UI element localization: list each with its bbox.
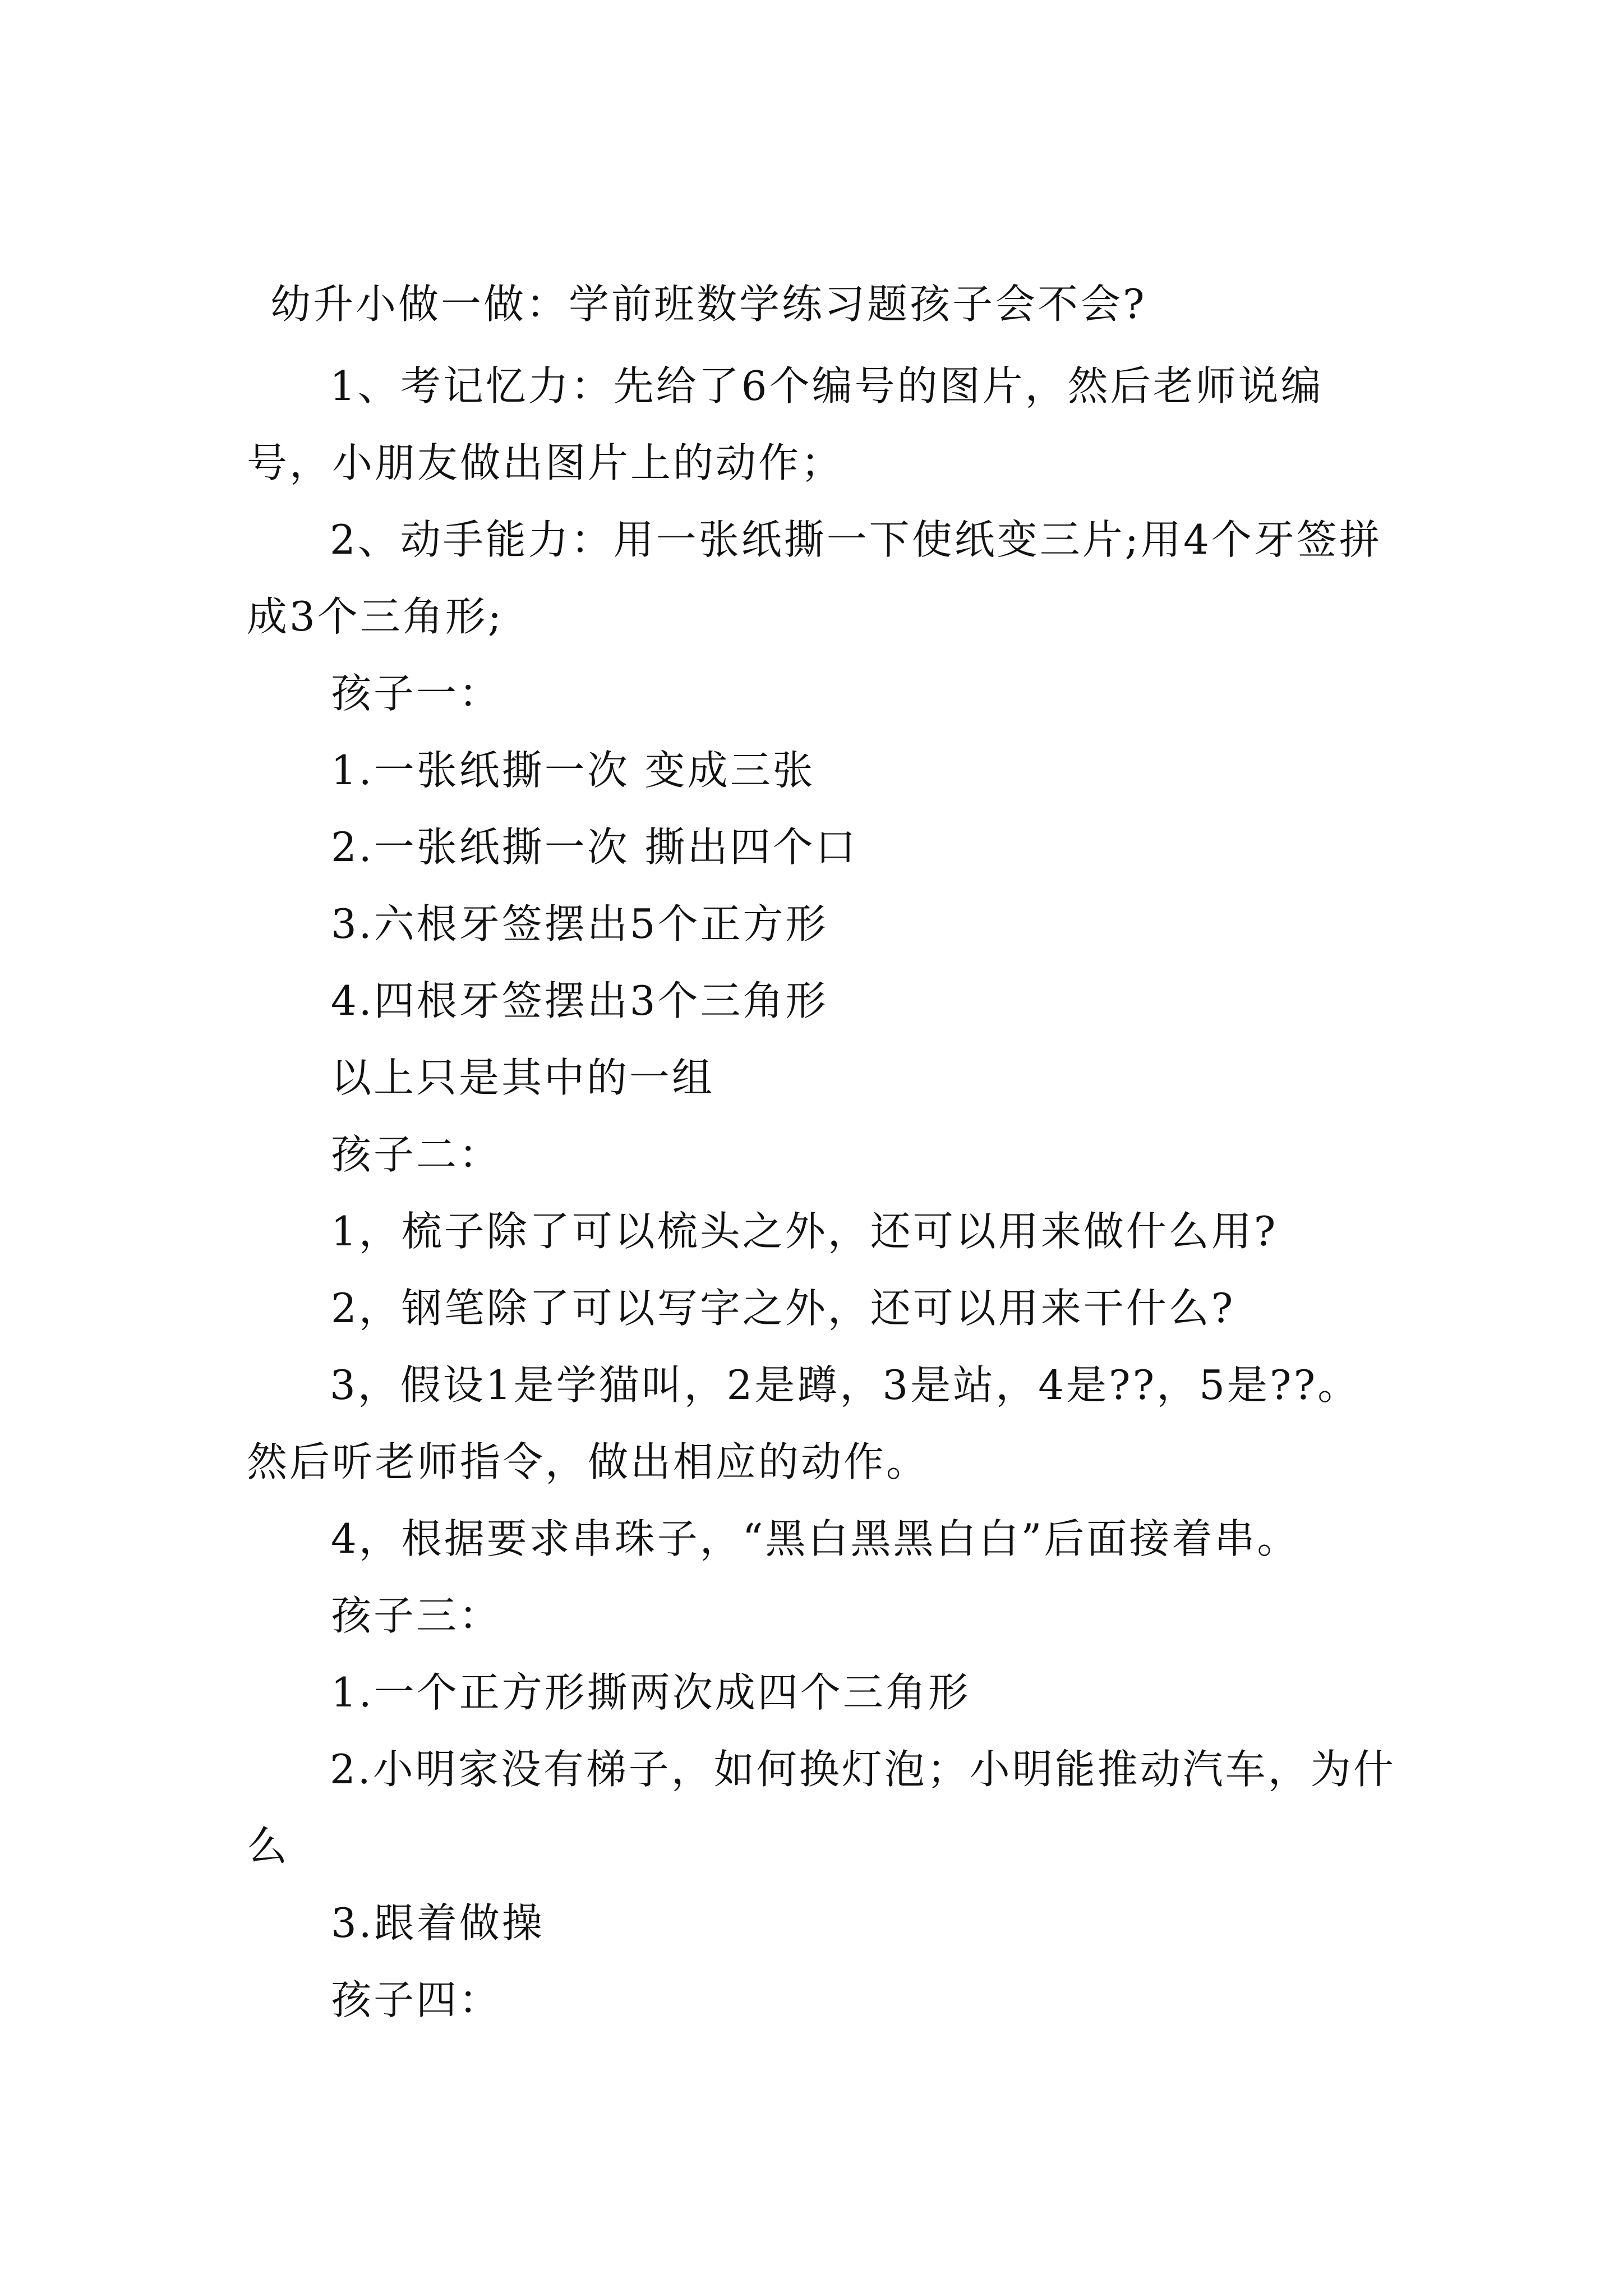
section-heading-child-4: 孩子四： [331,1976,502,2023]
list-item: 2.一张纸撕一次 撕出四个口 [331,823,858,871]
list-item: 1.一个正方形撕两次成四个三角形 [331,1669,971,1716]
list-item: 2，钢笔除了可以写字之外，还可以用来干什么? [331,1285,1235,1332]
list-item: 4，根据要求串珠子，“黑白黑黑白白”后面接着串。 [331,1515,1300,1562]
list-item: 3.跟着做操 [331,1899,545,1947]
section-heading-child-1: 孩子一： [331,670,502,717]
list-item: 3，假设1是学猫叫，2是蹲，3是站，4是??，5是??。然后听老师指令，做出相应的动作。 [247,1361,1361,1485]
list-item: 3.六根牙签摆出5个正方形 [331,900,828,947]
paragraph-memory-test: 1、考记忆力：先给了6个编号的图片，然后老师说编号，小朋友做出图片上的动作； [247,362,1324,486]
document-body [247,348,1396,2039]
section-heading-child-2: 孩子二： [331,1131,502,1178]
document-title: 幼升小做一做：学前班数学练习题孩子会不会? [270,280,1147,328]
list-item: 4.四根牙签摆出3个三角形 [331,977,828,1024]
list-item: 1.一张纸撕一次 变成三张 [331,747,815,794]
paragraph-hands-on-test: 2、动手能力：用一张纸撕一下使纸变三片;用4个牙签拼成3个三角形; [247,516,1382,640]
note-text: 以上只是其中的一组 [331,1054,715,1101]
list-item: 1，梳子除了可以梳头之外，还可以用来做什么用? [331,1208,1278,1255]
section-heading-child-3: 孩子三： [331,1592,502,1639]
list-item: 2.小明家没有梯子，如何换灯泡；小明能推动汽车，为什么 [247,1746,1396,1870]
